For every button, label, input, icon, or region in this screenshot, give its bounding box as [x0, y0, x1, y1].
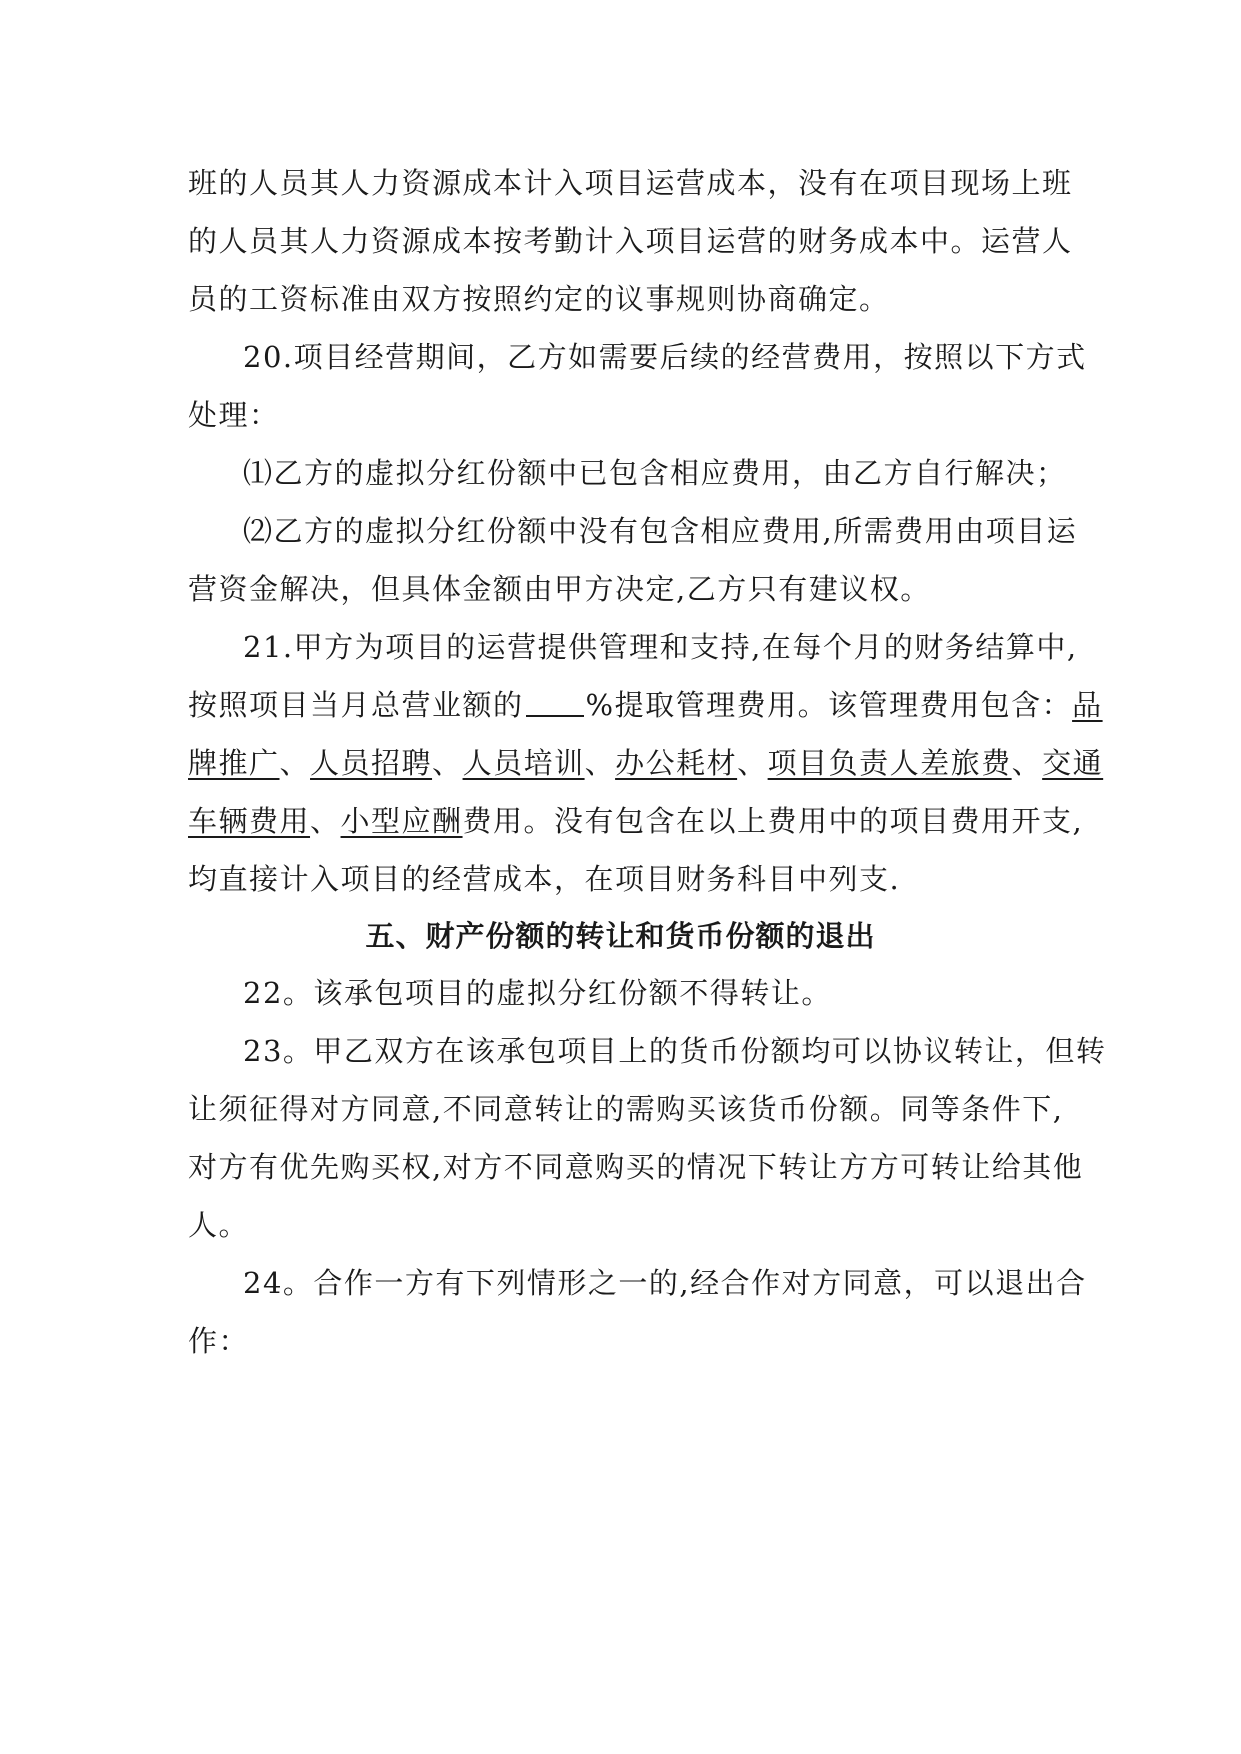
separator: 、 — [432, 746, 463, 780]
paragraph-line: 人。 — [188, 1208, 250, 1242]
paragraph-line: 作： — [188, 1324, 250, 1358]
clause-24-line: 24。合作一方有下列情形之一的,经合作对方同意，可以退出合 — [243, 1266, 1087, 1300]
percentage-blank — [526, 685, 584, 717]
paragraph-line — [188, 743, 1103, 783]
separator: 、 — [1011, 746, 1043, 780]
clause-23-line: 23。甲乙双方在该承包项目上的货币份额均可以协议转让，但转 — [243, 1034, 1107, 1068]
text-segment: 费用。没有包含在以上费用中的项目费用开支, — [462, 804, 1084, 838]
text-segment: 按照项目当月总营业额的 — [188, 688, 524, 722]
underlined-term: 牌推广 — [188, 746, 280, 780]
clause-20-line: 20.项目经营期间，乙方如需要后续的经营费用，按照以下方式 — [243, 340, 1087, 374]
paragraph-line: 均直接计入项目的经营成本，在项目财务科目中列支. — [188, 862, 901, 896]
underlined-term: 车辆费用 — [188, 804, 311, 838]
text-segment: %提取管理费用。该管理费用包含： — [585, 688, 1073, 722]
paragraph-line — [188, 685, 1103, 725]
underlined-term: 人员培训 — [462, 746, 585, 780]
underlined-term: 人员招聘 — [310, 746, 433, 780]
separator: 、 — [584, 746, 616, 780]
separator: 、 — [737, 746, 768, 780]
underlined-term: 交通 — [1042, 746, 1104, 780]
sub-item-1: ⑴乙方的虚拟分红份额中已包含相应费用，由乙方自行解决； — [243, 456, 1067, 490]
paragraph-line: 的人员其人力资源成本按考勤计入项目运营的财务成本中。运营人 — [188, 224, 1073, 258]
sub-item-2: ⑵乙方的虚拟分红份额中没有包含相应费用,所需费用由项目运 — [243, 514, 1078, 548]
paragraph-line: 让须征得对方同意,不同意转让的需购买该货币份额。同等条件下, — [188, 1092, 1064, 1126]
clause-22-line: 22。该承包项目的虚拟分红份额不得转让。 — [243, 976, 832, 1010]
paragraph-line: 员的工资标准由双方按照约定的议事规则协商确定。 — [188, 282, 890, 316]
separator: 、 — [279, 746, 311, 780]
underlined-term: 办公耗材 — [615, 746, 738, 780]
underlined-term: 项目负责人差旅费 — [767, 746, 1012, 780]
separator: 、 — [310, 804, 341, 838]
paragraph-line: 班的人员其人力资源成本计入项目运营成本，没有在项目现场上班 — [188, 166, 1073, 200]
paragraph-line: 处理： — [188, 398, 280, 432]
clause-21-line: 21.甲方为项目的运营提供管理和支持,在每个月的财务结算中, — [243, 630, 1078, 664]
underlined-term: 小型应酬 — [340, 804, 463, 838]
section-heading: 五、财产份额的转让和货币份额的退出 — [365, 919, 876, 953]
paragraph-line: 营资金解决，但具体金额由甲方决定,乙方只有建议权。 — [188, 572, 931, 606]
underlined-term: 品 — [1072, 688, 1103, 722]
paragraph-line — [188, 801, 1083, 841]
paragraph-line: 对方有优先购买权,对方不同意购买的情况下转让方方可转让给其他 — [188, 1150, 1084, 1184]
